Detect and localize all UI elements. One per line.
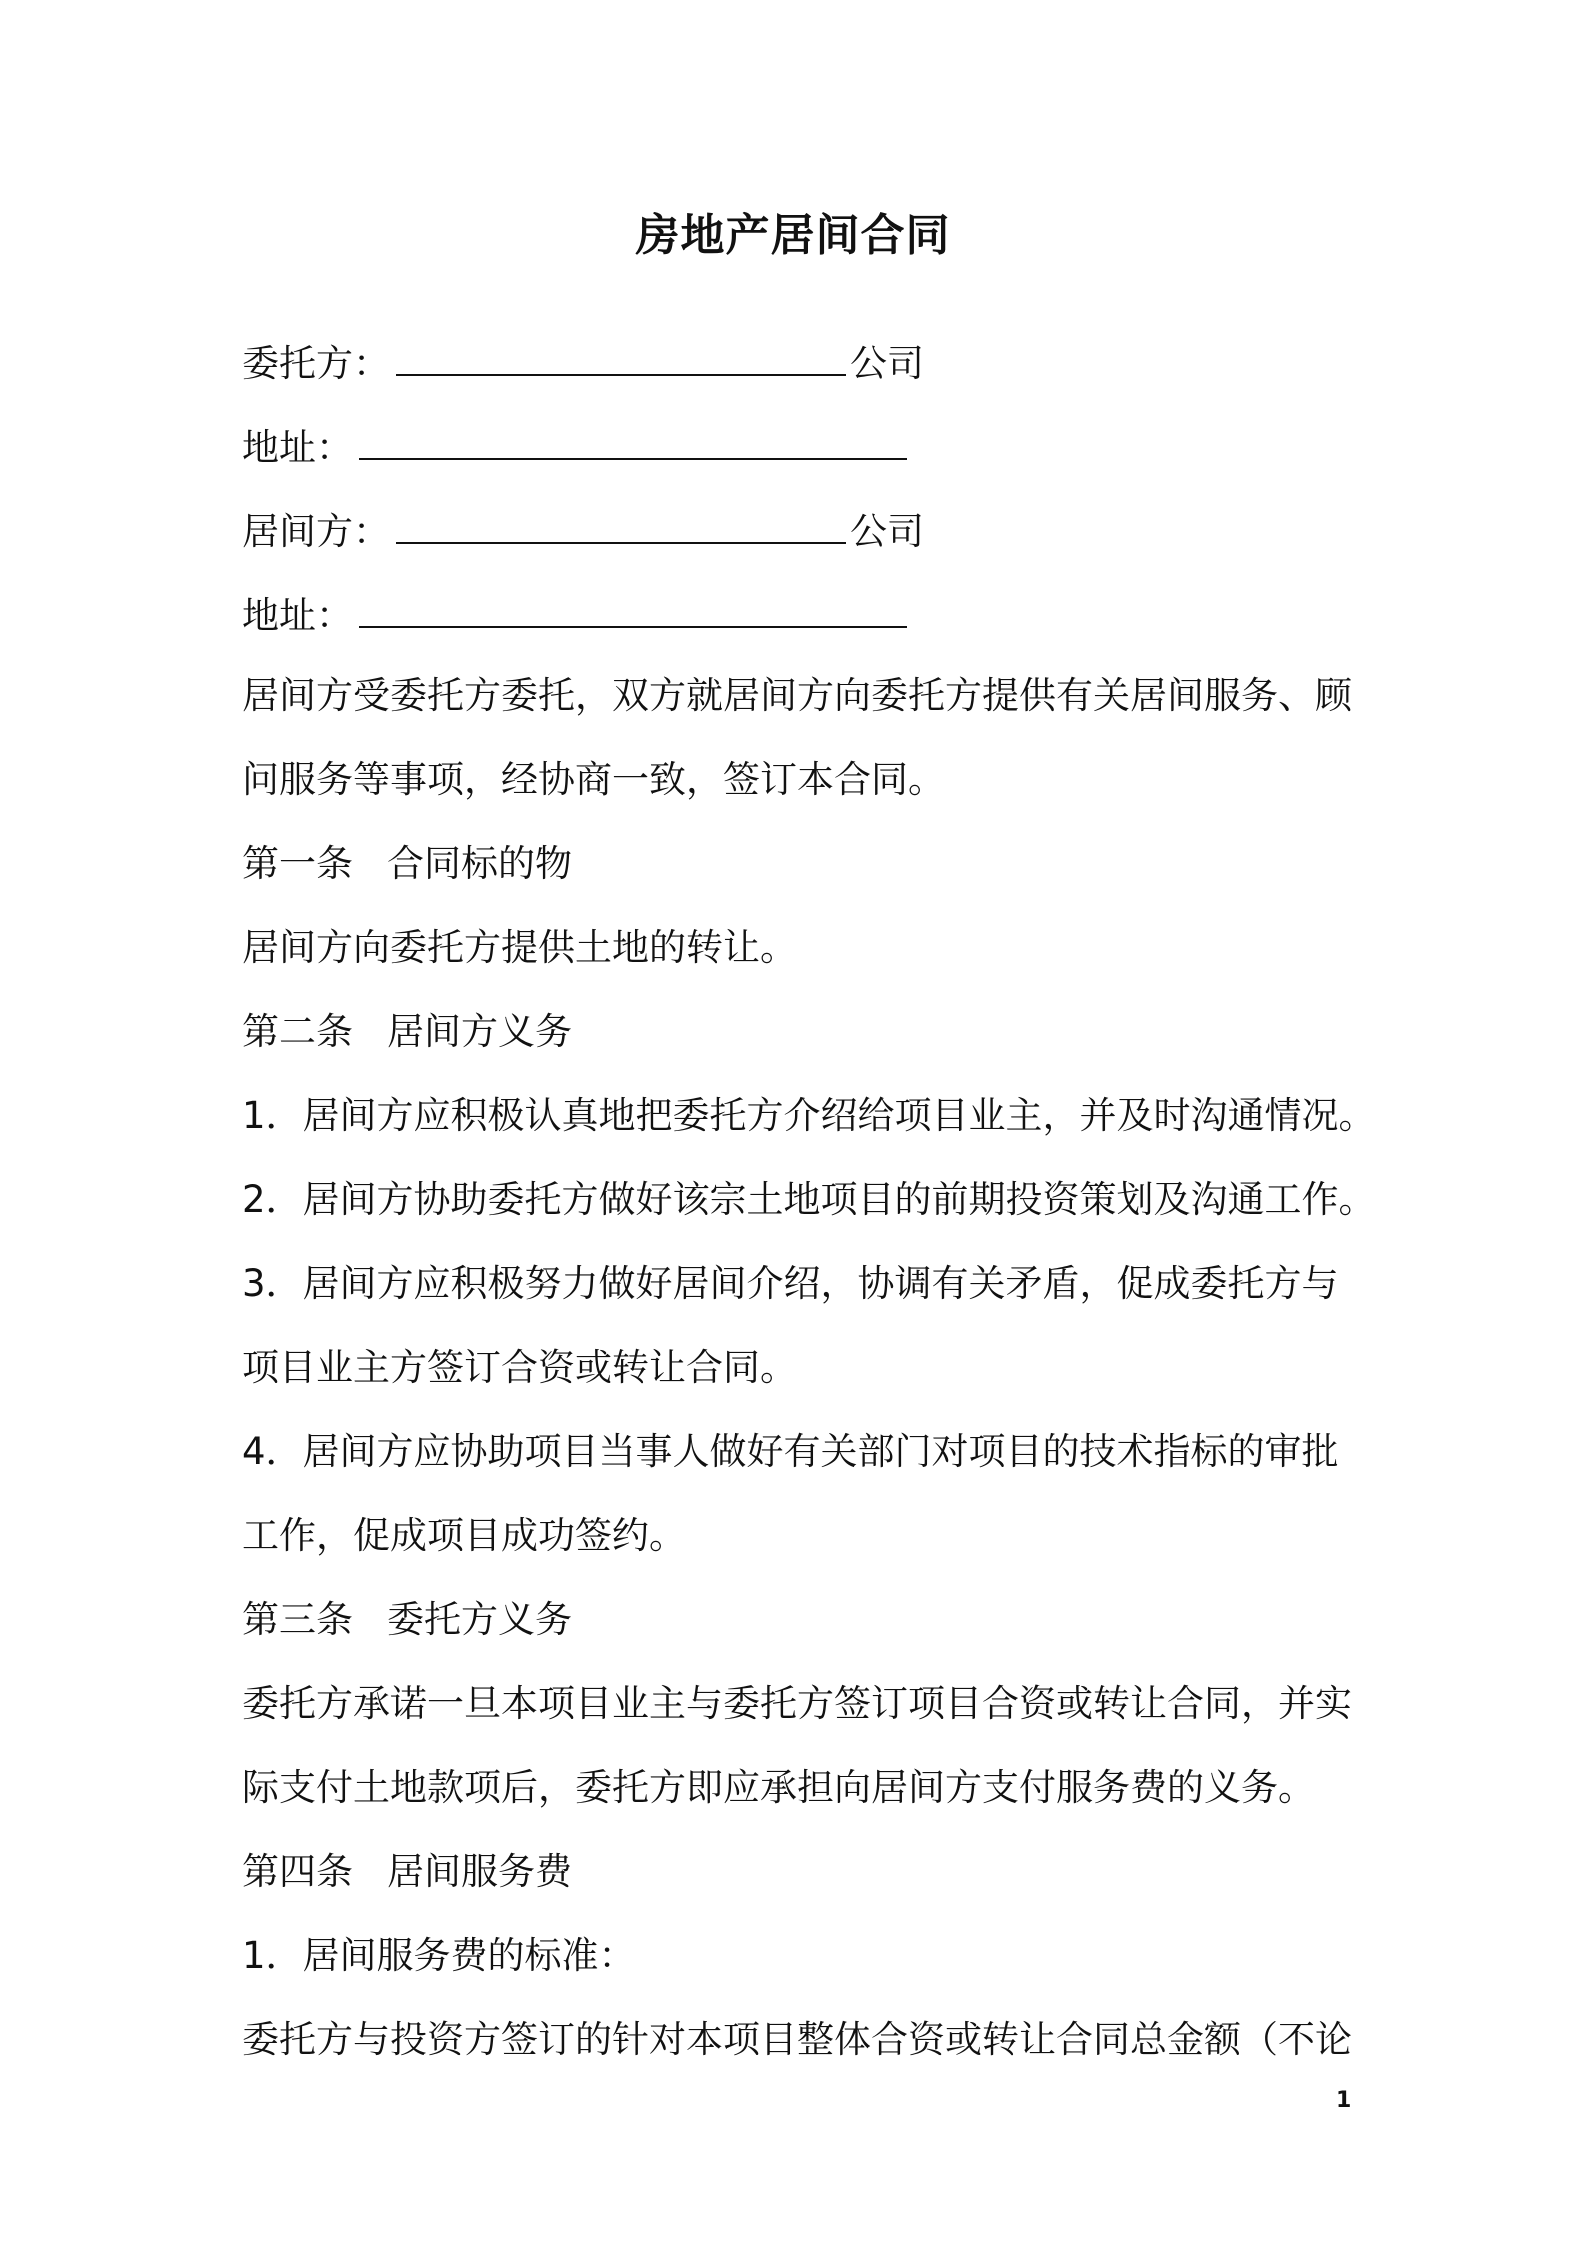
broker-address-blank: [359, 586, 907, 628]
article4-body: 委托方与投资方签订的针对本项目整体合资或转让合同总金额（不论: [242, 2018, 1352, 2061]
article2-item-4: 4．居间方应协助项目当事人做好有关部门对项目的技术指标的审批: [242, 1430, 1339, 1473]
client-address-blank: [359, 418, 907, 460]
article3-number: 第三条: [242, 1598, 353, 1641]
client-name-blank: [396, 334, 846, 376]
article1-title: 合同标的物: [387, 842, 572, 885]
client-address-label: 地址：: [242, 426, 353, 469]
article2-heading: [242, 1006, 572, 1058]
article3-title: 委托方义务: [387, 1598, 572, 1641]
document-title: 房地产居间合同: [635, 210, 951, 261]
broker-name-blank: [396, 502, 846, 544]
article3-body-line-2: 际支付土地款项后，委托方即应承担向居间方支付服务费的义务。: [242, 1766, 1315, 1809]
article2-item-4-cont: 工作，促成项目成功签约。: [242, 1514, 686, 1557]
broker-label: 居间方：: [242, 510, 390, 553]
client-address-line: [242, 418, 911, 474]
article2-number: 第二条: [242, 1010, 353, 1053]
article2-item-3: 3．居间方应积极努力做好居间介绍，协调有关矛盾，促成委托方与: [242, 1262, 1339, 1305]
article4-number: 第四条: [242, 1850, 353, 1893]
client-label: 委托方：: [242, 342, 390, 385]
article2-title: 居间方义务: [387, 1010, 572, 1053]
article1-number: 第一条: [242, 842, 353, 885]
article1-heading: [242, 838, 572, 890]
article4-item-1: 1．居间服务费的标准：: [242, 1934, 636, 1977]
article2-item-1: 1．居间方应积极认真地把委托方介绍给项目业主，并及时沟通情况。: [242, 1094, 1376, 1137]
article2-item-3-cont: 项目业主方签订合资或转让合同。: [242, 1346, 797, 1389]
article3-body-line-1: 委托方承诺一旦本项目业主与委托方签订项目合资或转让合同，并实: [242, 1682, 1352, 1725]
page-number: 1: [1336, 2088, 1352, 2113]
client-line: [242, 334, 924, 390]
article4-heading: [242, 1846, 572, 1898]
intro-line-2: 问服务等事项，经协商一致，签订本合同。: [242, 758, 945, 801]
article4-title: 居间服务费: [387, 1850, 572, 1893]
broker-suffix: 公司: [850, 510, 924, 553]
article3-heading: [242, 1594, 572, 1646]
broker-line: [242, 502, 924, 558]
client-suffix: 公司: [850, 342, 924, 385]
article2-item-2: 2．居间方协助委托方做好该宗土地项目的前期投资策划及沟通工作。: [242, 1178, 1376, 1221]
intro-line-1: 居间方受委托方委托，双方就居间方向委托方提供有关居间服务、顾: [242, 674, 1352, 717]
broker-address-line: [242, 586, 911, 642]
article1-body: 居间方向委托方提供土地的转让。: [242, 926, 797, 969]
broker-address-label: 地址：: [242, 594, 353, 637]
